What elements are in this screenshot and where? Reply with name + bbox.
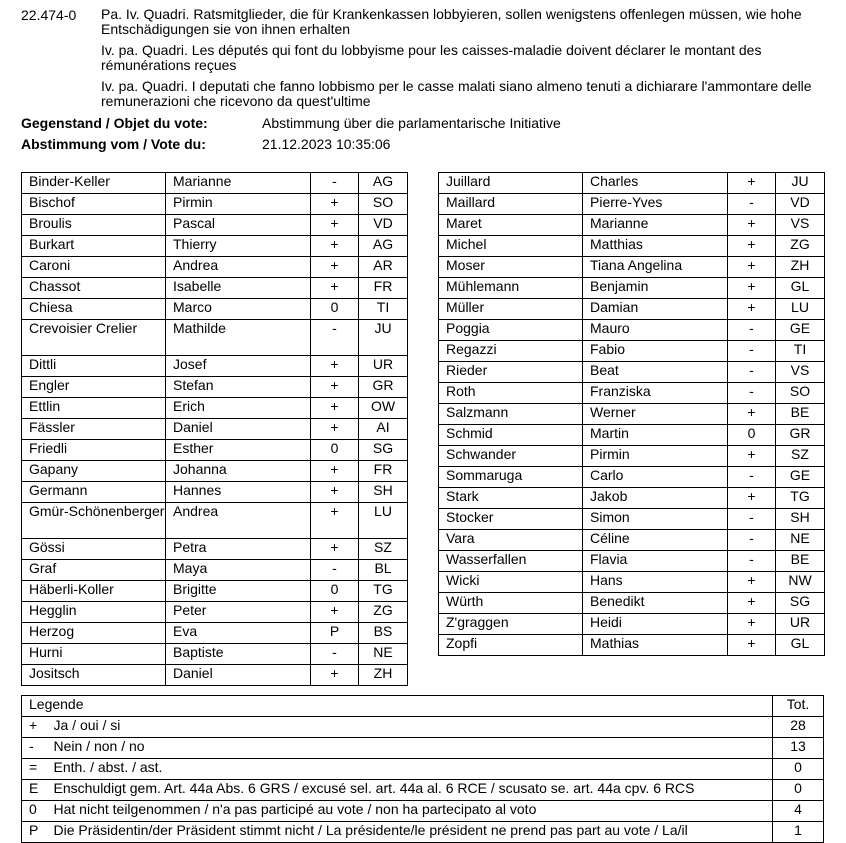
member-last-name: Jositsch xyxy=(22,665,166,686)
member-vote: + xyxy=(728,257,776,278)
member-vote: + xyxy=(728,488,776,509)
legend-table xyxy=(21,695,824,843)
member-canton: SG xyxy=(359,440,408,461)
member-canton: GL xyxy=(776,635,825,656)
member-vote: + xyxy=(311,236,359,257)
member-first-name: Isabelle xyxy=(166,278,311,299)
vote-row xyxy=(439,551,825,572)
vote-row xyxy=(439,467,825,488)
member-canton: FR xyxy=(359,461,408,482)
vote-row xyxy=(439,572,825,593)
member-last-name: Häberli-Koller xyxy=(22,581,166,602)
member-last-name: Poggia xyxy=(439,320,583,341)
member-canton: SG xyxy=(776,593,825,614)
member-last-name: Zopfi xyxy=(439,635,583,656)
member-canton: VD xyxy=(776,194,825,215)
member-vote: + xyxy=(311,194,359,215)
member-canton: SZ xyxy=(776,446,825,467)
votes-table-right xyxy=(438,172,825,656)
member-last-name: Mühlemann xyxy=(439,278,583,299)
subject-label: Gegenstand / Objet du vote: xyxy=(21,115,208,131)
member-first-name: Eva xyxy=(166,623,311,644)
vote-row xyxy=(439,614,825,635)
member-last-name: Maillard xyxy=(439,194,583,215)
affair-title-it: Iv. pa. Quadri. I deputati che fanno lobbismo per le casse malati siano almeno tenuti a dichiarare l'ammontare delle remunerazioni che ricevono da quest'ultime xyxy=(101,78,812,109)
member-vote: + xyxy=(728,446,776,467)
member-canton: ZG xyxy=(776,236,825,257)
member-last-name: Dittli xyxy=(22,356,166,377)
member-first-name: Mauro xyxy=(583,320,728,341)
member-canton: LU xyxy=(776,299,825,320)
member-last-name: Hegglin xyxy=(22,602,166,623)
member-canton: SO xyxy=(776,383,825,404)
member-canton: JU xyxy=(359,320,408,356)
member-vote: 0 xyxy=(311,581,359,602)
member-vote: P xyxy=(311,623,359,644)
vote-row xyxy=(22,194,408,215)
member-last-name: Rieder xyxy=(439,362,583,383)
member-first-name: Pierre-Yves xyxy=(583,194,728,215)
vote-row xyxy=(22,236,408,257)
member-first-name: Marianne xyxy=(583,215,728,236)
member-last-name: Wasserfallen xyxy=(439,551,583,572)
member-last-name: Chassot xyxy=(22,278,166,299)
legend-row xyxy=(22,738,824,759)
member-canton: NE xyxy=(776,530,825,551)
legend-header-row xyxy=(22,696,824,717)
vote-row xyxy=(22,278,408,299)
member-vote: + xyxy=(311,215,359,236)
legend-row xyxy=(22,801,824,822)
member-last-name: Juillard xyxy=(439,173,583,194)
member-canton: UR xyxy=(359,356,408,377)
member-last-name: Germann xyxy=(22,482,166,503)
member-canton: NW xyxy=(776,572,825,593)
vote-row xyxy=(22,398,408,419)
member-last-name: Hurni xyxy=(22,644,166,665)
member-last-name: Stark xyxy=(439,488,583,509)
member-canton: TG xyxy=(359,581,408,602)
member-first-name: Pirmin xyxy=(166,194,311,215)
member-canton: ZH xyxy=(776,257,825,278)
member-vote: - xyxy=(728,467,776,488)
member-vote: - xyxy=(728,362,776,383)
legend-total: 0 xyxy=(773,780,824,801)
vote-row xyxy=(439,320,825,341)
member-first-name: Erich xyxy=(166,398,311,419)
member-last-name: Vara xyxy=(439,530,583,551)
member-first-name: Werner xyxy=(583,404,728,425)
member-canton: BE xyxy=(776,404,825,425)
member-last-name: Crevoisier Crelier xyxy=(22,320,166,356)
member-last-name: Ettlin xyxy=(22,398,166,419)
member-first-name: Maya xyxy=(166,560,311,581)
legend-total: 28 xyxy=(773,717,824,738)
member-canton: TG xyxy=(776,488,825,509)
member-first-name: Peter xyxy=(166,602,311,623)
member-vote: + xyxy=(311,257,359,278)
member-canton: AG xyxy=(359,236,408,257)
member-vote: + xyxy=(728,593,776,614)
vote-row xyxy=(22,503,408,539)
member-canton: ZG xyxy=(359,602,408,623)
member-first-name: Fabio xyxy=(583,341,728,362)
member-last-name: Fässler xyxy=(22,419,166,440)
member-canton: NE xyxy=(359,644,408,665)
member-first-name: Baptiste xyxy=(166,644,311,665)
member-first-name: Marianne xyxy=(166,173,311,194)
member-last-name: Gapany xyxy=(22,461,166,482)
legend-description: Hat nicht teilgenommen / n'a pas participé au vote / non ha partecipato al voto xyxy=(54,801,773,822)
member-first-name: Beat xyxy=(583,362,728,383)
member-first-name: Benjamin xyxy=(583,278,728,299)
member-last-name: Salzmann xyxy=(439,404,583,425)
member-first-name: Carlo xyxy=(583,467,728,488)
member-last-name: Herzog xyxy=(22,623,166,644)
member-canton: SH xyxy=(776,509,825,530)
member-vote: + xyxy=(311,602,359,623)
member-last-name: Z'graggen xyxy=(439,614,583,635)
legend-symbol: E xyxy=(22,780,54,801)
legend-description: Ja / oui / si xyxy=(54,717,773,738)
votes-table-left xyxy=(21,172,408,686)
member-canton: AI xyxy=(359,419,408,440)
affair-title-de: Pa. Iv. Quadri. Ratsmitglieder, die für Krankenkassen lobbyieren, sollen wenigstens offenlegen müssen, wie hohe Entschädigungen sie von ihnen erhalten xyxy=(101,6,802,37)
member-canton: TI xyxy=(776,341,825,362)
legend-row xyxy=(22,780,824,801)
member-last-name: Bischof xyxy=(22,194,166,215)
member-first-name: Mathilde xyxy=(166,320,311,356)
vote-row xyxy=(439,194,825,215)
member-canton: GE xyxy=(776,320,825,341)
vote-row xyxy=(22,215,408,236)
vote-row xyxy=(22,377,408,398)
legend-total: 13 xyxy=(773,738,824,759)
member-canton: BE xyxy=(776,551,825,572)
member-canton: TI xyxy=(359,299,408,320)
vote-row xyxy=(439,425,825,446)
member-first-name: Franziska xyxy=(583,383,728,404)
legend-row xyxy=(22,822,824,843)
vote-row xyxy=(22,581,408,602)
member-vote: - xyxy=(728,383,776,404)
member-last-name: Würth xyxy=(439,593,583,614)
member-last-name: Chiesa xyxy=(22,299,166,320)
legend-symbol: + xyxy=(22,717,54,738)
member-first-name: Daniel xyxy=(166,419,311,440)
vote-row xyxy=(439,383,825,404)
member-vote: - xyxy=(311,560,359,581)
member-vote: - xyxy=(728,530,776,551)
member-vote: - xyxy=(728,194,776,215)
member-vote: + xyxy=(311,503,359,539)
member-vote: + xyxy=(728,299,776,320)
vote-row xyxy=(22,602,408,623)
vote-row xyxy=(22,257,408,278)
vote-row xyxy=(22,461,408,482)
vote-row xyxy=(439,509,825,530)
vote-row xyxy=(439,362,825,383)
member-last-name: Stocker xyxy=(439,509,583,530)
member-vote: + xyxy=(728,404,776,425)
member-vote: - xyxy=(728,509,776,530)
member-vote: + xyxy=(311,356,359,377)
legend-description: Die Präsidentin/der Präsident stimmt nicht / La présidente/le président ne prend pas part au vote / La/il xyxy=(54,822,773,843)
vote-row xyxy=(439,488,825,509)
member-canton: GR xyxy=(359,377,408,398)
member-canton: GE xyxy=(776,467,825,488)
member-vote: + xyxy=(311,278,359,299)
member-first-name: Céline xyxy=(583,530,728,551)
legend-row xyxy=(22,717,824,738)
vote-row xyxy=(439,257,825,278)
vote-date-value: 21.12.2023 10:35:06 xyxy=(262,136,391,152)
member-canton: AG xyxy=(359,173,408,194)
vote-row xyxy=(439,530,825,551)
member-vote: - xyxy=(311,644,359,665)
member-first-name: Daniel xyxy=(166,665,311,686)
member-first-name: Andrea xyxy=(166,257,311,278)
member-first-name: Mathias xyxy=(583,635,728,656)
member-last-name: Müller xyxy=(439,299,583,320)
member-first-name: Brigitte xyxy=(166,581,311,602)
member-vote: - xyxy=(728,551,776,572)
legend-description: Nein / non / no xyxy=(54,738,773,759)
member-vote: + xyxy=(728,236,776,257)
subject-value: Abstimmung über die parlamentarische Initiative xyxy=(262,115,561,131)
vote-row xyxy=(22,539,408,560)
member-last-name: Moser xyxy=(439,257,583,278)
member-first-name: Flavia xyxy=(583,551,728,572)
legend-title: Legende xyxy=(22,696,773,717)
member-first-name: Hannes xyxy=(166,482,311,503)
legend-description: Enschuldigt gem. Art. 44a Abs. 6 GRS / excusé sel. art. 44a al. 6 RCE / scusato se. art. 44a cpv. 6 RCS xyxy=(54,780,773,801)
member-vote: + xyxy=(728,614,776,635)
member-first-name: Jakob xyxy=(583,488,728,509)
member-last-name: Binder-Keller xyxy=(22,173,166,194)
member-last-name: Roth xyxy=(439,383,583,404)
member-first-name: Marco xyxy=(166,299,311,320)
member-last-name: Wicki xyxy=(439,572,583,593)
vote-row xyxy=(439,404,825,425)
member-canton: GR xyxy=(776,425,825,446)
vote-row xyxy=(22,356,408,377)
affair-number: 22.474-0 xyxy=(21,7,77,23)
member-vote: - xyxy=(311,173,359,194)
member-canton: SO xyxy=(359,194,408,215)
member-vote: + xyxy=(311,482,359,503)
member-canton: FR xyxy=(359,278,408,299)
member-canton: AR xyxy=(359,257,408,278)
member-first-name: Esther xyxy=(166,440,311,461)
member-vote: + xyxy=(311,419,359,440)
member-canton: SZ xyxy=(359,539,408,560)
vote-row xyxy=(439,593,825,614)
member-first-name: Damian xyxy=(583,299,728,320)
member-last-name: Michel xyxy=(439,236,583,257)
vote-row xyxy=(439,635,825,656)
member-first-name: Charles xyxy=(583,173,728,194)
member-canton: VD xyxy=(359,215,408,236)
legend-total: 1 xyxy=(773,822,824,843)
legend-total: 4 xyxy=(773,801,824,822)
member-first-name: Hans xyxy=(583,572,728,593)
member-last-name: Caroni xyxy=(22,257,166,278)
member-first-name: Heidi xyxy=(583,614,728,635)
legend-symbol: P xyxy=(22,822,54,843)
member-vote: + xyxy=(728,635,776,656)
vote-row xyxy=(439,446,825,467)
member-first-name: Johanna xyxy=(166,461,311,482)
member-first-name: Pirmin xyxy=(583,446,728,467)
member-first-name: Stefan xyxy=(166,377,311,398)
member-canton: VS xyxy=(776,362,825,383)
member-last-name: Sommaruga xyxy=(439,467,583,488)
member-canton: LU xyxy=(359,503,408,539)
member-vote: + xyxy=(728,572,776,593)
vote-row xyxy=(439,299,825,320)
member-first-name: Benedikt xyxy=(583,593,728,614)
member-vote: - xyxy=(311,320,359,356)
vote-date-label: Abstimmung vom / Vote du: xyxy=(21,136,206,152)
member-canton: GL xyxy=(776,278,825,299)
member-canton: BS xyxy=(359,623,408,644)
legend-symbol: 0 xyxy=(22,801,54,822)
legend-description: Enth. / abst. / ast. xyxy=(54,759,773,780)
member-last-name: Engler xyxy=(22,377,166,398)
member-vote: + xyxy=(728,215,776,236)
vote-row xyxy=(439,173,825,194)
member-last-name: Burkart xyxy=(22,236,166,257)
member-canton: OW xyxy=(359,398,408,419)
member-vote: 0 xyxy=(728,425,776,446)
member-last-name: Graf xyxy=(22,560,166,581)
vote-row xyxy=(22,419,408,440)
member-vote: 0 xyxy=(311,440,359,461)
legend-row xyxy=(22,759,824,780)
member-first-name: Thierry xyxy=(166,236,311,257)
member-last-name: Broulis xyxy=(22,215,166,236)
vote-row xyxy=(439,236,825,257)
member-canton: VS xyxy=(776,215,825,236)
member-last-name: Maret xyxy=(439,215,583,236)
vote-row xyxy=(22,320,408,356)
vote-row xyxy=(439,278,825,299)
vote-row xyxy=(22,173,408,194)
member-vote: + xyxy=(311,461,359,482)
vote-row xyxy=(22,623,408,644)
member-last-name: Gössi xyxy=(22,539,166,560)
legend-total-header: Tot. xyxy=(773,696,824,717)
member-last-name: Regazzi xyxy=(439,341,583,362)
member-vote: + xyxy=(311,539,359,560)
member-first-name: Martin xyxy=(583,425,728,446)
vote-row xyxy=(22,665,408,686)
member-vote: + xyxy=(311,377,359,398)
affair-title-fr: Iv. pa. Quadri. Les députés qui font du lobbyisme pour les caisses-maladie doivent déclarer le montant des rémunérations reçues xyxy=(101,42,762,73)
legend-total: 0 xyxy=(773,759,824,780)
member-canton: JU xyxy=(776,173,825,194)
member-canton: BL xyxy=(359,560,408,581)
member-vote: + xyxy=(311,398,359,419)
member-vote: + xyxy=(728,173,776,194)
member-canton: ZH xyxy=(359,665,408,686)
vote-row xyxy=(22,299,408,320)
vote-row xyxy=(439,215,825,236)
member-vote: - xyxy=(728,320,776,341)
member-first-name: Matthias xyxy=(583,236,728,257)
member-first-name: Andrea xyxy=(166,503,311,539)
member-vote: 0 xyxy=(311,299,359,320)
vote-row xyxy=(22,482,408,503)
member-last-name: Schwander xyxy=(439,446,583,467)
legend-symbol: = xyxy=(22,759,54,780)
member-first-name: Josef xyxy=(166,356,311,377)
member-canton: UR xyxy=(776,614,825,635)
member-first-name: Simon xyxy=(583,509,728,530)
member-first-name: Tiana Angelina xyxy=(583,257,728,278)
vote-row xyxy=(22,644,408,665)
vote-row xyxy=(22,440,408,461)
member-last-name: Friedli xyxy=(22,440,166,461)
vote-row xyxy=(22,560,408,581)
member-first-name: Petra xyxy=(166,539,311,560)
member-vote: + xyxy=(728,278,776,299)
member-vote: + xyxy=(311,665,359,686)
member-first-name: Pascal xyxy=(166,215,311,236)
member-canton: SH xyxy=(359,482,408,503)
vote-row xyxy=(439,341,825,362)
member-last-name: Gmür-Schönenberger xyxy=(22,503,166,539)
member-last-name: Schmid xyxy=(439,425,583,446)
legend-symbol: - xyxy=(22,738,54,759)
member-vote: - xyxy=(728,341,776,362)
